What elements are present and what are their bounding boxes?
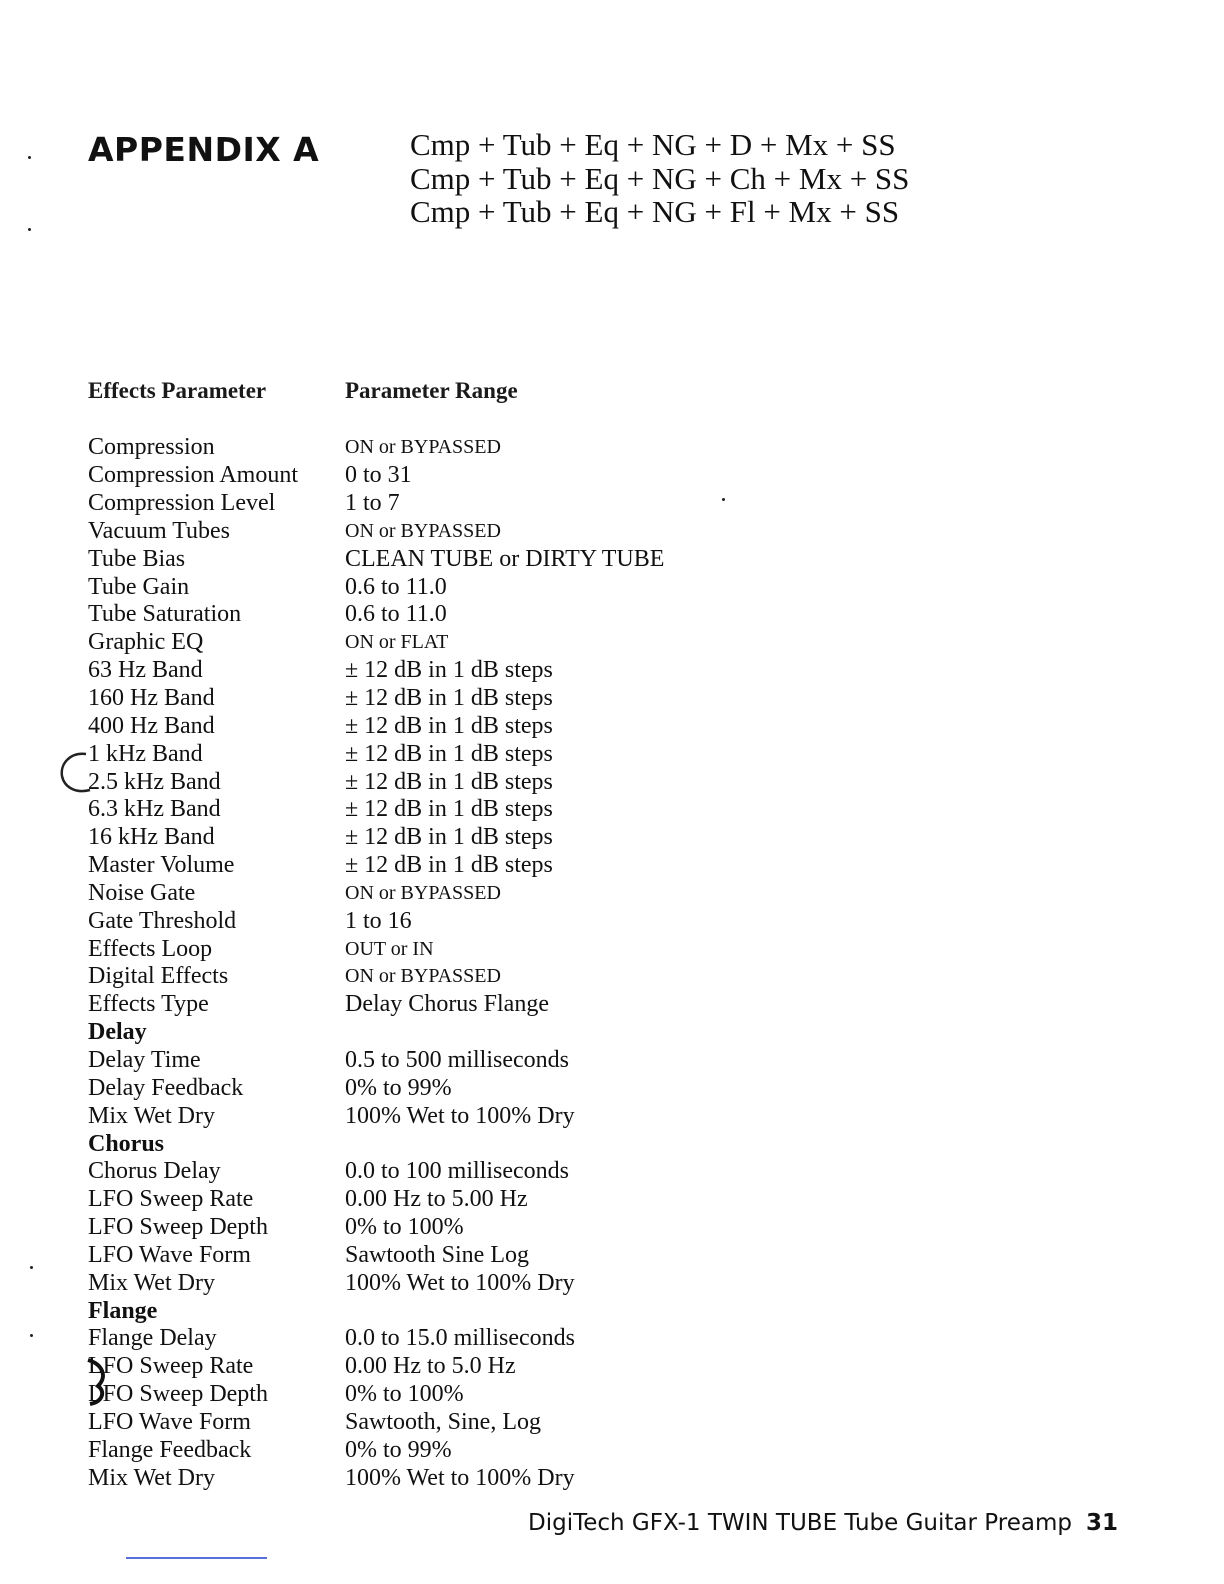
punch-hole-icon	[84, 1356, 118, 1408]
table-row	[88, 545, 664, 573]
parameter-range: ON or BYPASSED	[345, 519, 501, 542]
parameter-name: Compression Amount	[88, 462, 299, 489]
parameter-name: Chorus	[88, 1130, 165, 1157]
parameter-name: Effects Loop	[88, 935, 213, 962]
parameter-name: Master Volume	[88, 852, 235, 879]
table-row	[88, 1102, 664, 1130]
parameter-range: CLEAN TUBE or DIRTY TUBE	[345, 545, 665, 572]
parameter-name: Delay Time	[88, 1046, 201, 1073]
parameter-range: ON or BYPASSED	[345, 881, 501, 904]
parameter-range: 0.00 Hz to 5.0 Hz	[345, 1353, 516, 1380]
table-row	[88, 1214, 664, 1242]
parameter-name: 6.3 kHz Band	[88, 796, 221, 823]
parameter-name: Mix Wet Dry	[88, 1102, 215, 1129]
parameter-name: Mix Wet Dry	[88, 1464, 215, 1491]
table-row	[88, 1269, 664, 1297]
parameter-range: ± 12 dB in 1 dB steps	[345, 740, 553, 767]
parameter-range: 0.0 to 100 milliseconds	[345, 1158, 569, 1185]
parameter-range: ON or FLAT	[345, 631, 449, 654]
parameter-range: 1 to 16	[345, 907, 412, 934]
parameter-name: 160 Hz Band	[88, 685, 215, 712]
table-row	[88, 1074, 664, 1102]
parameter-name: Mix Wet Dry	[88, 1269, 215, 1296]
scan-speck	[28, 228, 31, 231]
section-heading-row	[88, 1297, 664, 1325]
parameter-name: Gate Threshold	[88, 907, 237, 934]
table-row	[88, 1353, 664, 1381]
table-row	[88, 768, 664, 796]
table-row	[88, 880, 664, 908]
table-row	[88, 462, 664, 490]
table-row	[88, 824, 664, 852]
parameter-range: Sawtooth, Sine, Log	[345, 1408, 541, 1435]
parameter-name: LFO Sweep Rate	[88, 1353, 254, 1380]
parameter-name: Tube Saturation	[88, 601, 242, 628]
punch-hole-icon	[56, 750, 100, 796]
page-number: 31	[1085, 1510, 1118, 1536]
table-row	[88, 573, 664, 601]
scan-speck	[30, 1266, 33, 1269]
parameter-range: 0.6 to 11.0	[345, 601, 447, 628]
parameter-name: Flange Delay	[88, 1325, 217, 1352]
appendix-title: APPENDIX A	[88, 130, 320, 169]
formula-chorus: Cmp + Tub + Eq + NG + Ch + Mx + SS	[410, 160, 910, 196]
table-row	[88, 518, 664, 546]
parameter-range: 100% Wet to 100% Dry	[345, 1269, 575, 1296]
parameter-name: Compression Level	[88, 490, 276, 517]
parameter-range: ON or BYPASSED	[345, 436, 501, 459]
parameter-range: OUT or IN	[345, 937, 434, 960]
parameter-name: Delay	[88, 1019, 147, 1046]
parameter-name: Flange Feedback	[88, 1436, 252, 1463]
parameter-range: 0% to 100%	[345, 1214, 464, 1241]
formula-delay: Cmp + Tub + Eq + NG + D + Mx + SS	[410, 127, 896, 162]
parameter-range: 0% to 99%	[345, 1074, 452, 1101]
table-row	[88, 629, 664, 657]
parameter-range: Delay Chorus Flange	[345, 991, 549, 1018]
table-row	[88, 852, 664, 880]
parameter-range: 100% Wet to 100% Dry	[345, 1464, 575, 1491]
table-row	[88, 1325, 664, 1353]
table-row	[88, 796, 664, 824]
column-header-range: Parameter Range	[345, 378, 518, 403]
parameter-range: ± 12 dB in 1 dB steps	[345, 712, 553, 739]
parameter-range: 1 to 7	[345, 490, 400, 517]
table-row	[88, 740, 664, 768]
scan-underline-mark	[126, 1557, 267, 1559]
parameter-range: ON or BYPASSED	[345, 965, 501, 988]
parameter-name: 400 Hz Band	[88, 712, 215, 739]
table-row	[88, 601, 664, 629]
parameter-range: ± 12 dB in 1 dB steps	[345, 796, 553, 823]
parameter-name: Tube Bias	[88, 545, 186, 572]
parameter-name: Compression	[88, 434, 215, 461]
table-row	[88, 963, 664, 991]
parameter-range: Sawtooth Sine Log	[345, 1241, 529, 1268]
parameter-name: Delay Feedback	[88, 1074, 244, 1101]
page-footer	[528, 1510, 1118, 1536]
parameter-name: LFO Wave Form	[88, 1241, 251, 1268]
parameter-name: 1 kHz Band	[88, 740, 203, 767]
parameter-name: LFO Wave Form	[88, 1408, 251, 1435]
parameter-range: 100% Wet to 100% Dry	[345, 1102, 575, 1129]
parameter-name: 2.5 kHz Band	[88, 768, 221, 795]
parameter-name: Graphic EQ	[88, 629, 204, 656]
parameter-name: LFO Sweep Depth	[88, 1381, 268, 1408]
scan-speck	[30, 1334, 33, 1337]
table-row	[88, 935, 664, 963]
table-row	[88, 1241, 664, 1269]
scan-speck	[722, 498, 725, 501]
parameter-range: ± 12 dB in 1 dB steps	[345, 852, 553, 879]
table-row	[88, 712, 664, 740]
parameter-name: Flange	[88, 1297, 158, 1324]
parameter-name: Chorus Delay	[88, 1158, 221, 1185]
parameter-name: LFO Sweep Rate	[88, 1186, 254, 1213]
column-header-parameter: Effects Parameter	[88, 378, 267, 403]
parameter-name: Effects Type	[88, 991, 209, 1018]
table-row	[88, 991, 664, 1019]
parameter-range: 0.0 to 15.0 milliseconds	[345, 1325, 575, 1352]
formula-flange: Cmp + Tub + Eq + NG + Fl + Mx + SS	[410, 194, 900, 229]
table-row	[88, 685, 664, 713]
parameter-range: 0.6 to 11.0	[345, 573, 447, 600]
table-row	[88, 1047, 664, 1075]
parameter-table	[88, 434, 664, 1492]
parameter-range: 0% to 100%	[345, 1381, 464, 1408]
table-row	[88, 1464, 664, 1492]
signal-chain-formulas	[410, 128, 909, 229]
parameter-range: ± 12 dB in 1 dB steps	[345, 685, 553, 712]
table-row	[88, 434, 664, 462]
parameter-range: 0.00 Hz to 5.00 Hz	[345, 1186, 528, 1213]
parameter-range: 0 to 31	[345, 462, 412, 489]
table-row	[88, 657, 664, 685]
parameter-range: ± 12 dB in 1 dB steps	[345, 657, 553, 684]
parameter-range: ± 12 dB in 1 dB steps	[345, 768, 553, 795]
parameter-range: 0.5 to 500 milliseconds	[345, 1046, 569, 1073]
parameter-range: ± 12 dB in 1 dB steps	[345, 824, 553, 851]
parameter-name: Noise Gate	[88, 879, 196, 906]
table-row	[88, 907, 664, 935]
parameter-name: LFO Sweep Depth	[88, 1214, 268, 1241]
parameter-range: 0% to 99%	[345, 1436, 452, 1463]
footer-product-name: DigiTech GFX-1 TWIN TUBE Tube Guitar Preamp	[528, 1510, 1072, 1536]
table-row	[88, 1158, 664, 1186]
table-row	[88, 1186, 664, 1214]
section-heading-row	[88, 1130, 664, 1158]
parameter-name: 63 Hz Band	[88, 657, 203, 684]
parameter-name: 16 kHz Band	[88, 824, 215, 851]
section-heading-row	[88, 1019, 664, 1047]
parameter-name: Vacuum Tubes	[88, 517, 231, 544]
table-row	[88, 1436, 664, 1464]
table-row	[88, 1381, 664, 1409]
scan-speck	[28, 156, 31, 159]
parameter-name: Tube Gain	[88, 573, 190, 600]
parameter-name: Digital Effects	[88, 963, 229, 990]
table-row	[88, 490, 664, 518]
table-row	[88, 1409, 664, 1437]
